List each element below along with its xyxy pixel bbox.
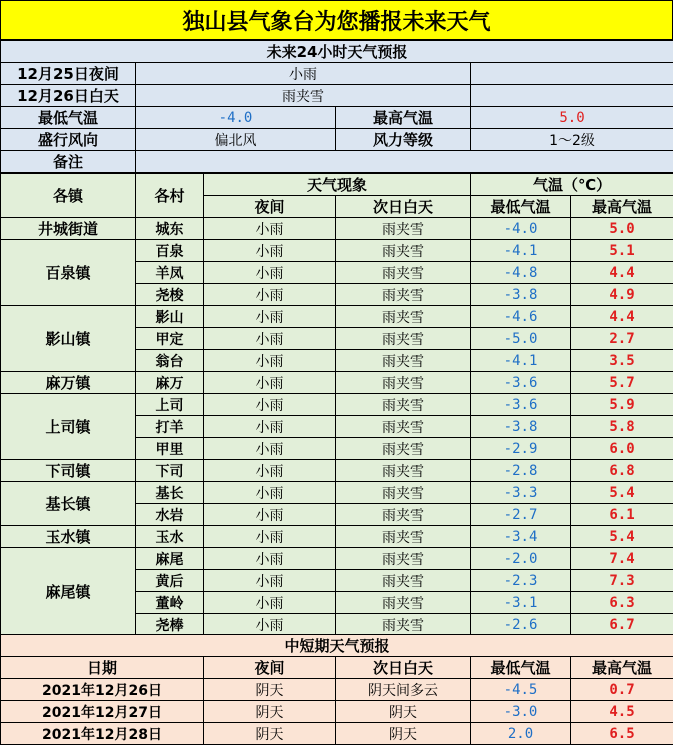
medium-term-table [0,634,673,745]
village-name: 水岩 [136,504,204,526]
header-village: 各村 [136,174,204,218]
night-weather: 小雨 [204,504,336,526]
table-row [1,372,673,394]
page-title: 独山县气象台为您播报未来天气 [0,0,673,40]
medium-body [1,679,673,745]
max-temp: 6.8 [571,460,673,482]
min-temp: -4.1 [471,240,571,262]
village-name: 翁台 [136,350,204,372]
day-weather: 雨夹雪 [336,416,471,438]
town-name: 百泉镇 [1,240,136,306]
max-temp: 4.5 [571,701,673,723]
night-weather: 小雨 [204,240,336,262]
min-temp: -3.8 [471,284,571,306]
night-weather: 小雨 [204,372,336,394]
min-temp: -3.3 [471,482,571,504]
medium-term-heading: 中短期天气预报 [1,635,673,657]
day-weather: 雨夹雪 [336,306,471,328]
min-temp: -3.6 [471,394,571,416]
night-weather: 阴天 [204,679,336,701]
max-temp: 4.9 [571,284,673,306]
max-temp: 2.7 [571,328,673,350]
max-temp: 5.4 [571,526,673,548]
village-name: 麻尾 [136,548,204,570]
max-temp: 6.5 [571,723,673,745]
village-name: 上司 [136,394,204,416]
max-temp: 5.1 [571,240,673,262]
town-name: 下司镇 [1,460,136,482]
village-name: 尧棒 [136,614,204,636]
max-temp: 6.0 [571,438,673,460]
day-weather: 阴天 [336,723,471,745]
forecast-date: 2021年12月28日 [1,723,204,745]
forecast-24h-heading: 未来24小时天气预报 [1,41,673,63]
max-temp-value: 5.0 [471,107,673,129]
header-night: 夜间 [204,196,336,218]
min-temp: -3.0 [471,701,571,723]
table-row [1,482,673,504]
day-weather: 雨夹雪 [336,438,471,460]
table-row [1,679,673,701]
day-weather: 雨夹雪 [136,85,471,107]
day-weather: 雨夹雪 [336,372,471,394]
min-temp: -3.8 [471,416,571,438]
night-weather: 小雨 [204,460,336,482]
day-weather: 雨夹雪 [336,548,471,570]
min-temp: -4.0 [471,218,571,240]
day-weather: 雨夹雪 [336,328,471,350]
night-weather: 小雨 [204,218,336,240]
night-weather: 小雨 [204,570,336,592]
forecast-date: 2021年12月27日 [1,701,204,723]
forecast-date: 2021年12月26日 [1,679,204,701]
towns-forecast-table [0,173,673,636]
table-row [1,240,673,262]
town-name: 麻万镇 [1,372,136,394]
min-temp-label: 最低气温 [1,107,136,129]
header-min-temp: 最低气温 [471,196,571,218]
header-night: 夜间 [204,657,336,679]
table-row [1,723,673,745]
village-name: 羊凤 [136,262,204,284]
town-name: 影山镇 [1,306,136,372]
night-weather: 小雨 [204,262,336,284]
max-temp: 3.5 [571,350,673,372]
max-temp: 5.0 [571,218,673,240]
max-temp-label: 最高气温 [336,107,471,129]
empty-cell [471,85,673,107]
table-row [1,218,673,240]
day-weather: 雨夹雪 [336,570,471,592]
table-row [1,701,673,723]
village-name: 影山 [136,306,204,328]
max-temp: 4.4 [571,306,673,328]
max-temp: 4.4 [571,262,673,284]
max-temp: 0.7 [571,679,673,701]
night-weather: 小雨 [204,284,336,306]
header-town: 各镇 [1,174,136,218]
wind-direction-value: 偏北风 [136,129,336,151]
table-row [1,548,673,570]
min-temp: -4.6 [471,306,571,328]
village-name: 玉水 [136,526,204,548]
night-period-label: 12月25日夜间 [1,63,136,85]
village-name: 甲里 [136,438,204,460]
town-name: 基长镇 [1,482,136,526]
village-name: 基长 [136,482,204,504]
min-temp: 2.0 [471,723,571,745]
min-temp: -4.1 [471,350,571,372]
village-name: 打羊 [136,416,204,438]
notes-value [136,151,673,173]
table-row [1,394,673,416]
table-row [1,460,673,482]
header-day: 次日白天 [336,196,471,218]
empty-cell [471,63,673,85]
village-name: 城东 [136,218,204,240]
max-temp: 5.8 [571,416,673,438]
max-temp: 6.1 [571,504,673,526]
table-row [1,526,673,548]
min-temp: -2.6 [471,614,571,636]
night-weather: 小雨 [204,438,336,460]
day-weather: 雨夹雪 [336,592,471,614]
day-weather: 雨夹雪 [336,526,471,548]
min-temp-value: -4.0 [136,107,336,129]
table-row [1,306,673,328]
wind-direction-label: 盛行风向 [1,129,136,151]
wind-level-label: 风力等级 [336,129,471,151]
day-weather: 雨夹雪 [336,350,471,372]
max-temp: 5.7 [571,372,673,394]
town-name: 井城街道 [1,218,136,240]
header-date: 日期 [1,657,204,679]
day-weather: 雨夹雪 [336,614,471,636]
night-weather: 小雨 [204,328,336,350]
min-temp: -4.8 [471,262,571,284]
max-temp: 7.3 [571,570,673,592]
town-name: 麻尾镇 [1,548,136,636]
header-max-temp: 最高气温 [571,657,673,679]
min-temp: -2.9 [471,438,571,460]
night-weather: 小雨 [204,350,336,372]
night-weather: 小雨 [204,482,336,504]
min-temp: -3.4 [471,526,571,548]
wind-level-value: 1～2级 [471,129,673,151]
min-temp: -3.6 [471,372,571,394]
day-weather: 阴天间多云 [336,679,471,701]
village-name: 下司 [136,460,204,482]
village-name: 麻万 [136,372,204,394]
notes-label: 备注 [1,151,136,173]
forecast-24h-table [0,40,673,173]
night-weather: 小雨 [204,526,336,548]
village-name: 百泉 [136,240,204,262]
night-weather: 小雨 [136,63,471,85]
min-temp: -3.1 [471,592,571,614]
header-weather: 天气现象 [204,174,471,196]
min-temp: -2.7 [471,504,571,526]
day-weather: 雨夹雪 [336,218,471,240]
night-weather: 小雨 [204,592,336,614]
night-weather: 小雨 [204,416,336,438]
towns-body [1,218,673,636]
night-weather: 小雨 [204,548,336,570]
day-weather: 阴天 [336,701,471,723]
village-name: 尧梭 [136,284,204,306]
header-max-temp: 最高气温 [571,196,673,218]
day-weather: 雨夹雪 [336,240,471,262]
town-name: 上司镇 [1,394,136,460]
village-name: 甲定 [136,328,204,350]
header-min-temp: 最低气温 [471,657,571,679]
day-weather: 雨夹雪 [336,262,471,284]
header-day: 次日白天 [336,657,471,679]
min-temp: -2.3 [471,570,571,592]
max-temp: 5.9 [571,394,673,416]
day-period-label: 12月26日白天 [1,85,136,107]
village-name: 董岭 [136,592,204,614]
night-weather: 小雨 [204,306,336,328]
min-temp: -4.5 [471,679,571,701]
max-temp: 6.7 [571,614,673,636]
min-temp: -5.0 [471,328,571,350]
day-weather: 雨夹雪 [336,482,471,504]
village-name: 黄后 [136,570,204,592]
day-weather: 雨夹雪 [336,460,471,482]
day-weather: 雨夹雪 [336,504,471,526]
max-temp: 5.4 [571,482,673,504]
min-temp: -2.8 [471,460,571,482]
night-weather: 小雨 [204,394,336,416]
max-temp: 7.4 [571,548,673,570]
night-weather: 小雨 [204,614,336,636]
night-weather: 阴天 [204,701,336,723]
day-weather: 雨夹雪 [336,284,471,306]
town-name: 玉水镇 [1,526,136,548]
night-weather: 阴天 [204,723,336,745]
day-weather: 雨夹雪 [336,394,471,416]
min-temp: -2.0 [471,548,571,570]
header-temperature: 气温（℃） [471,174,673,196]
max-temp: 6.3 [571,592,673,614]
